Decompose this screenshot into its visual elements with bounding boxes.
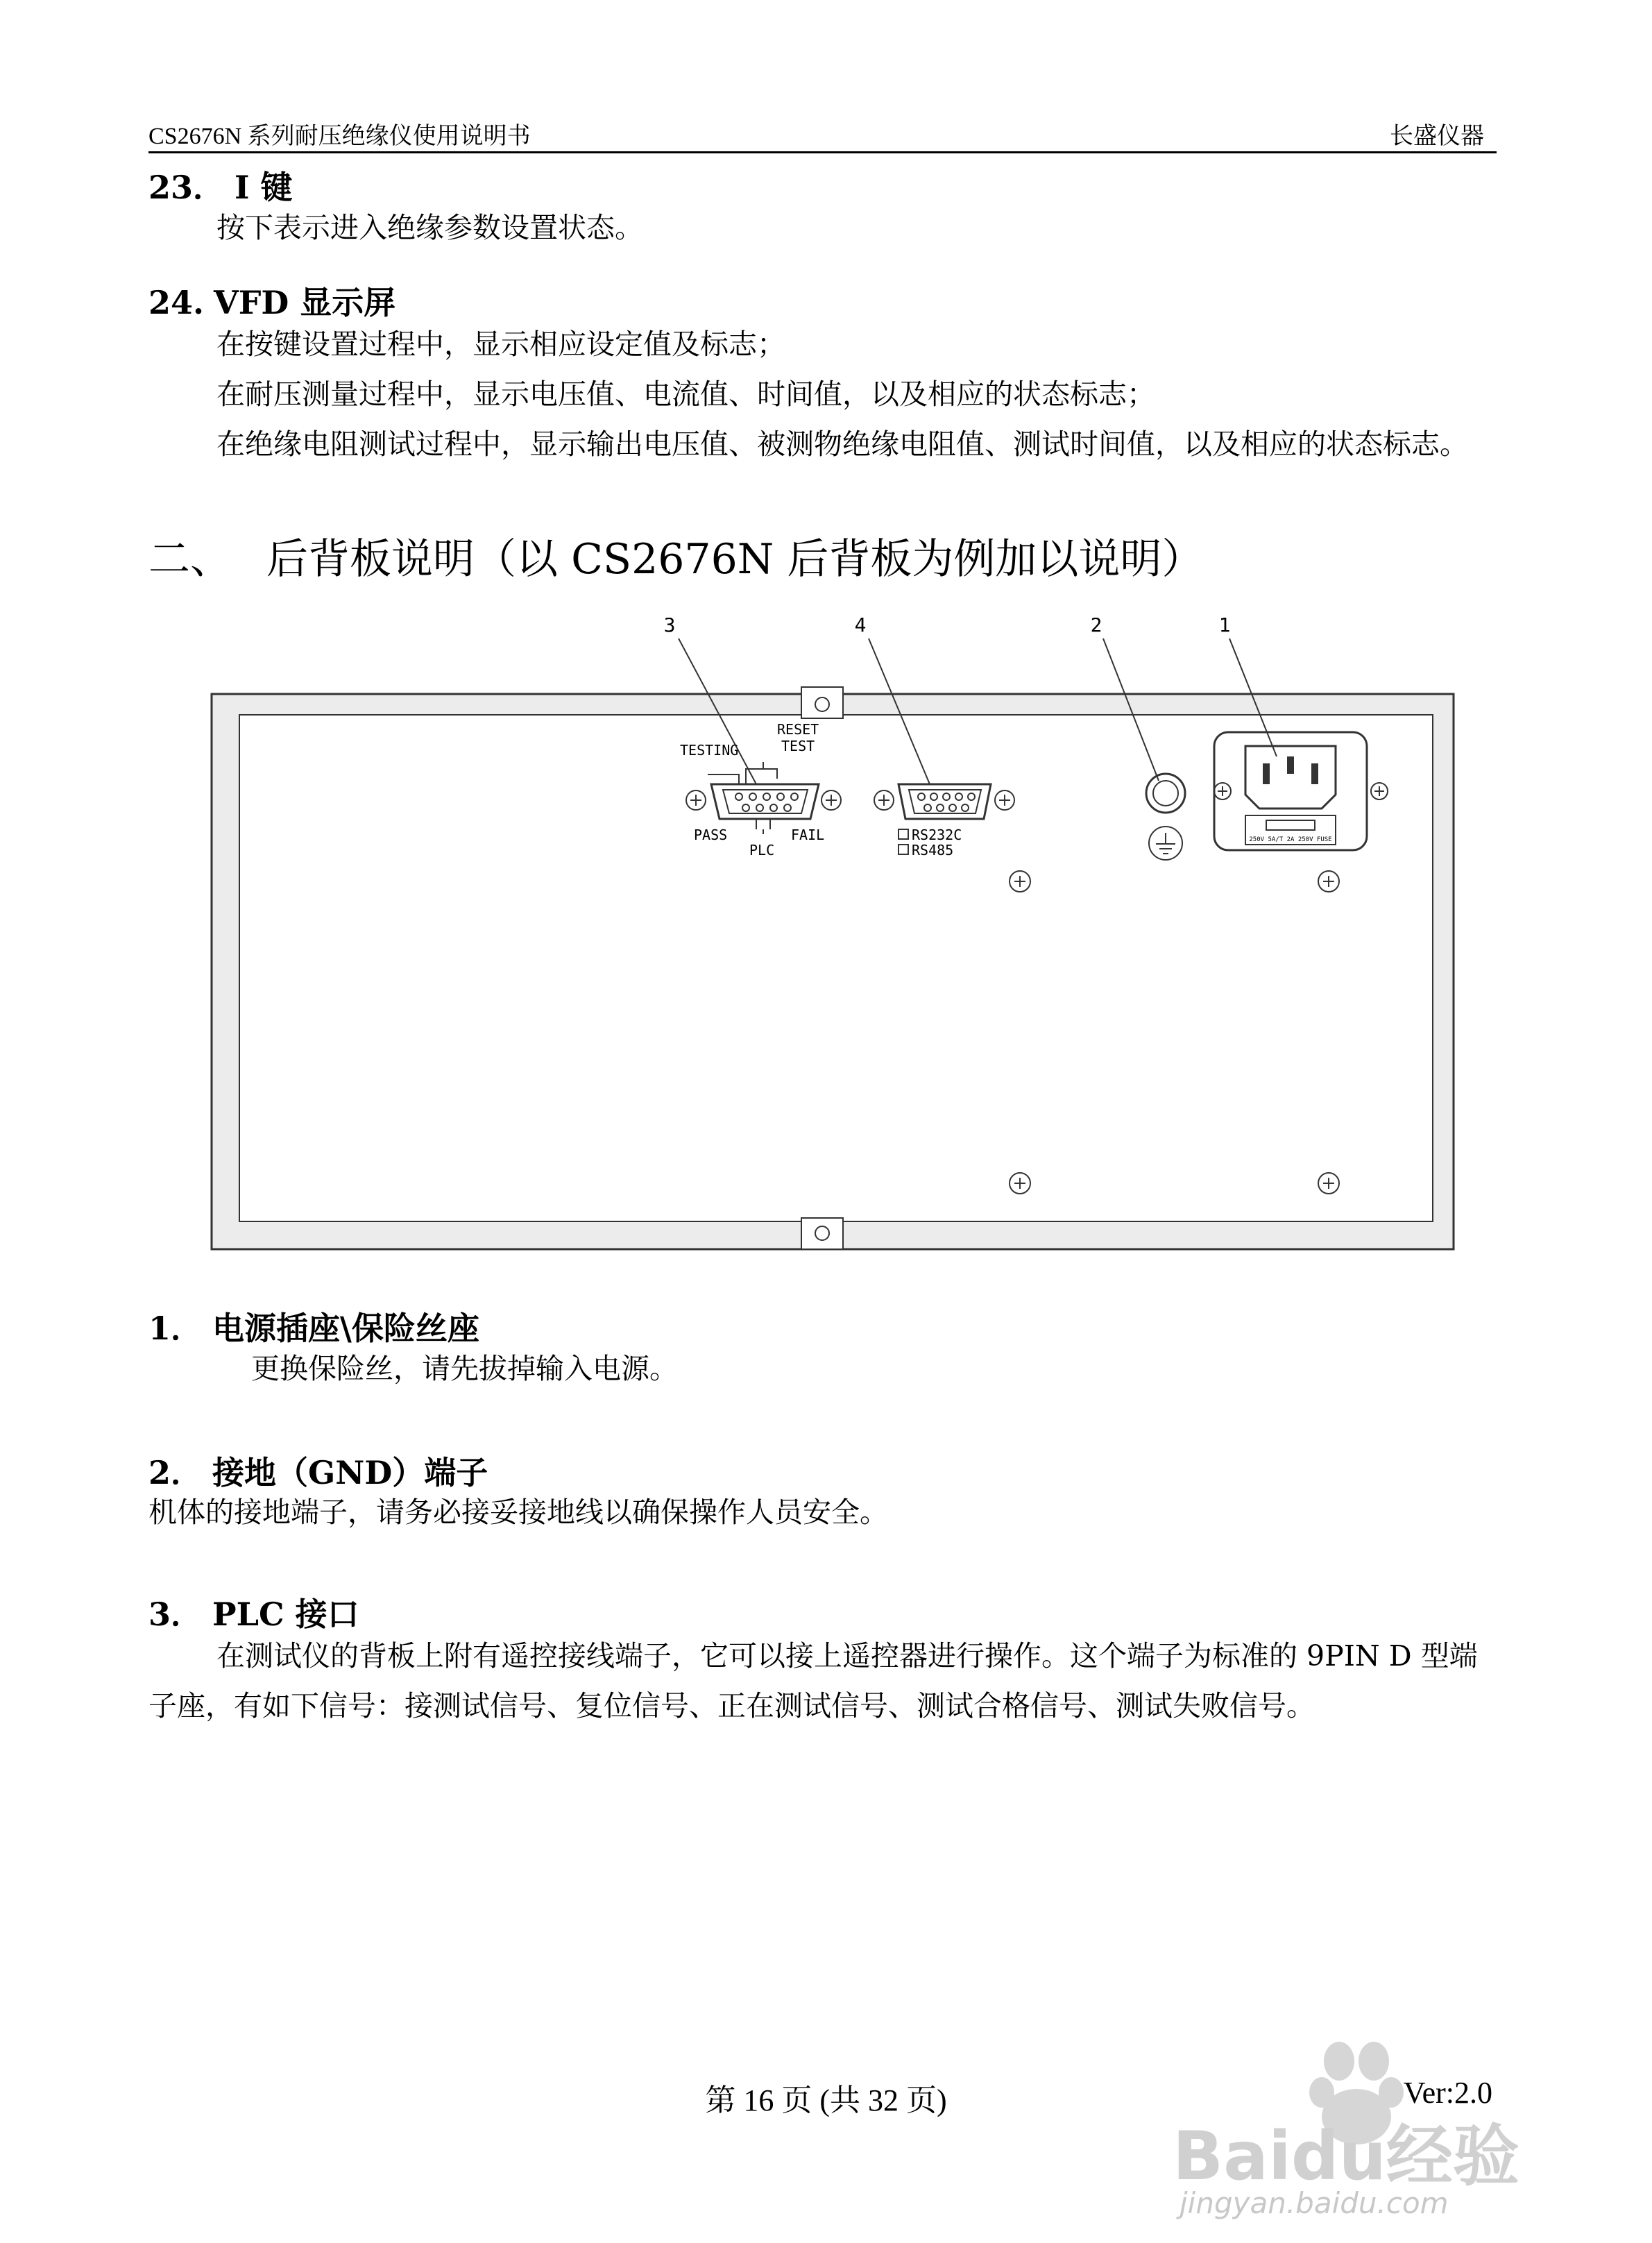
- section-23-body: [148, 203, 1498, 253]
- section-number: 3．: [148, 1596, 203, 1633]
- callout-4: 4: [854, 618, 867, 636]
- callout-2: 2: [1090, 618, 1102, 636]
- section-title: VFD 显示屏: [214, 284, 396, 321]
- paragraph: 机体的接地端子，请务必接妥接地线以确保操作人员安全。: [148, 1496, 888, 1529]
- watermark-brand: Baidu经验: [1173, 2117, 1519, 2195]
- paragraph: 在绝缘电阻测试过程中，显示输出电压值、被测物绝缘电阻值、测试时间值，以及相应的状态标志。: [216, 428, 1468, 461]
- label-rs232c: RS232C: [912, 827, 962, 843]
- chapter-title: 后背板说明（以 CS2676N 后背板为例加以说明）: [266, 535, 1204, 584]
- label-rs485: RS485: [912, 842, 954, 858]
- paragraph: 在耐压测量过程中，显示电压值、电流值、时间值，以及相应的状态标志；: [216, 378, 1155, 411]
- callout-3: 3: [663, 618, 676, 636]
- label-fail: FAIL: [791, 827, 825, 843]
- bottom-mounting-notch: [801, 1218, 843, 1249]
- label-test: TEST: [781, 738, 815, 754]
- paragraph: 更换保险丝，请先拔掉输入电源。: [251, 1352, 678, 1385]
- section-title: I 键: [235, 169, 293, 206]
- section-number: 2．: [148, 1454, 203, 1491]
- watermark-url: jingyan.baidu.com: [1180, 2186, 1449, 2220]
- top-mounting-notch: [801, 687, 843, 718]
- label-plc: PLC: [749, 842, 775, 858]
- section-number: 24.: [148, 284, 205, 321]
- section-1-heading: [148, 1303, 479, 1349]
- panel-inner-face: [239, 715, 1433, 1221]
- section-number: 23．: [148, 169, 225, 206]
- paragraph: 在按键设置过程中，显示相应设定值及标志；: [216, 328, 785, 361]
- chapter-heading: [148, 526, 1203, 586]
- section-3-heading: [148, 1589, 359, 1635]
- paragraph: 按下表示进入绝缘参数设置状态。: [216, 211, 643, 244]
- section-title: 电源插座\保险丝座: [212, 1310, 479, 1347]
- document-header-company: 长盛仪器: [1390, 124, 1484, 149]
- document-header-title: CS2676N 系列耐压绝缘仪使用说明书: [148, 124, 531, 149]
- section-23-heading: [148, 162, 293, 208]
- document-version: Ver:2.0: [1403, 2076, 1492, 2110]
- section-title: PLC 接口: [212, 1596, 359, 1633]
- label-pass: PASS: [694, 827, 728, 843]
- paragraph: 在测试仪的背板上附有遥控接线端子，它可以接上遥控器进行操作。这个端子为标准的 9PIN D 型端子座，有如下信号：接测试信号、复位信号、正在测试信号、测试合格信号、测试失败信号。: [148, 1639, 1478, 1723]
- header-divider: [148, 151, 1497, 153]
- label-testing: TESTING: [680, 742, 739, 759]
- page-number: 第 16 页 (共 32 页): [705, 2083, 947, 2117]
- section-3-body: [148, 1631, 1498, 1731]
- fuse-spec-label: 250V 5A/T 2A 250V FUSE: [1249, 836, 1332, 843]
- section-title: 接地（GND）端子: [212, 1454, 488, 1491]
- label-reset: RESET: [777, 721, 819, 738]
- section-1-body: [148, 1344, 1498, 1394]
- section-number: 1．: [148, 1310, 203, 1347]
- section-24-heading: [148, 278, 395, 323]
- rear-panel-diagram: [208, 618, 1457, 1284]
- callout-1: 1: [1218, 618, 1231, 636]
- chapter-number: 二、: [148, 535, 232, 584]
- section-24-body: [148, 319, 1498, 469]
- section-2-body: [148, 1487, 1498, 1537]
